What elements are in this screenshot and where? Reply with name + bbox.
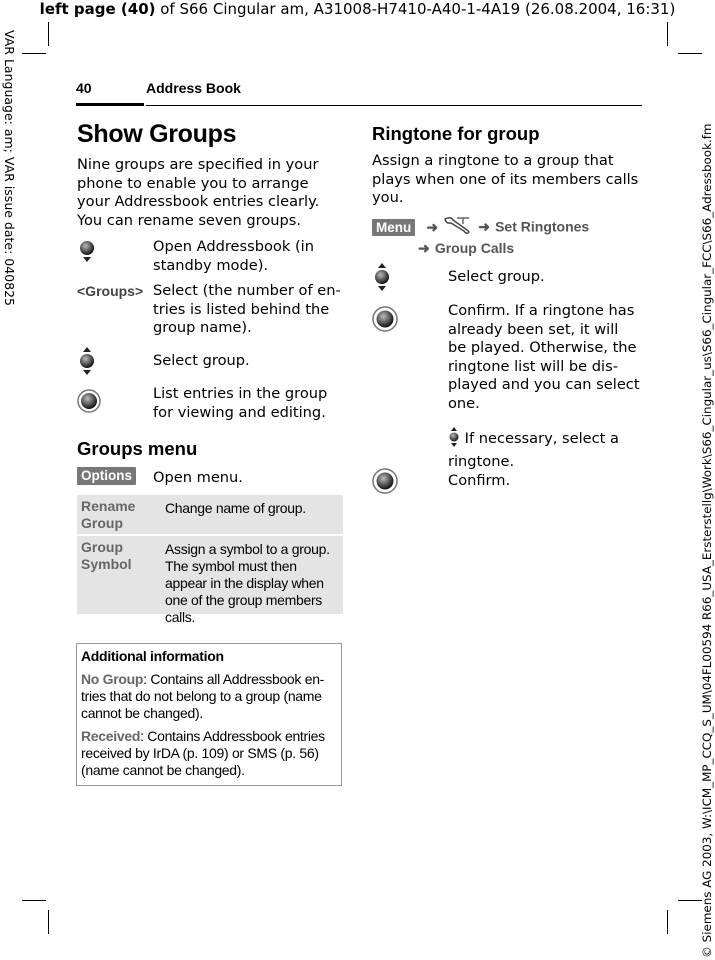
print-header-bold: left page (40) [39,0,156,18]
page-number: 40 [76,80,92,96]
path-group-calls: Group Calls [434,240,515,256]
menu-key: Rename Group [81,498,136,531]
step-text: Select group. [448,268,545,285]
menu-key: Group Symbol [81,539,132,572]
joystick-down-icon [77,238,97,264]
step-text: Select (the number of en- tries is listed behind the group name). [153,282,341,337]
print-header-rest: of S66 Cingular am, A31008-H7410-A40-1-4A19 (26.08.2004, 16:31) [155,0,676,18]
additional-info-title: Additional information [81,648,224,664]
section-title-show-groups: Show Groups [77,120,237,148]
joystick-up-down-icon [77,346,97,378]
crop-mark [678,900,702,901]
show-groups-intro: Nine groups are specified in your phone to enable you to arrange your Addressbook entries clearly. You can rename seven groups. [77,156,320,229]
chapter-title: Address Book [146,80,241,96]
joystick-press-icon [372,468,398,494]
menu-path [372,216,642,257]
info-key: No Group [81,671,144,687]
step-note [448,427,640,471]
info-key: Received [81,728,141,744]
menu-softkey: Menu [372,219,415,236]
crop-mark [667,22,668,46]
joystick-press-icon [372,306,398,332]
options-text: Open menu. [153,469,243,486]
crop-mark [22,53,46,54]
path-arrow: ➜ [478,218,490,235]
step-text: Confirm. If a ringtone has already been set, it will be played. Otherwise, the ringtone list will be dis- played and you can select one. [448,302,640,412]
settings-icon [443,216,473,238]
step-text: Confirm. [448,472,511,489]
section-title-groups-menu: Groups menu [77,438,198,459]
side-text-left: VAR Language: am; VAR issue date: 040825 [2,30,17,306]
crop-mark [48,22,49,46]
header-rule [146,105,642,106]
table-row [77,536,343,625]
menu-value: Assign a symbol to a group. The symbol must then appear in the display when one of the group members calls. [165,541,330,625]
table-row [77,495,343,534]
section-title-ringtone: Ringtone for group [372,123,540,144]
step-text: List entries in the group for viewing and editing. [153,385,328,421]
header-rule-thick [76,103,144,106]
side-text-right: © Siemens AG 2003, W:\ICM_MP_CCQ_S_UM\04FL00594 R66_USA_Ersterstellg\Work\S66_Cingular_us\S66_Cingular_FCC\S66_Adressbook.fm [700,123,714,958]
crop-mark [48,910,49,934]
print-header [0,0,715,18]
step-text: Select group. [153,352,250,369]
options-softkey: Options [77,467,136,485]
info-item [81,671,337,722]
joystick-up-down-icon [448,427,460,453]
joystick-up-down-icon [372,262,392,294]
joystick-press-icon [77,389,101,413]
path-arrow: ➜ [426,218,439,235]
path-set-ringtones: Set Ringtones [495,218,590,235]
crop-mark [22,900,46,901]
info-item [81,728,337,779]
groups-menu-table [77,495,343,625]
crop-mark [678,53,702,54]
ringtone-intro: Assign a ringtone to a group that plays when one of its members calls you. [372,152,639,207]
step-text: If necessary, select a ringtone. [448,430,619,470]
info-text: : Contains Addressbook entries received by IrDA (p. 109) or SMS (p. 56) (name cannot be changed). [81,728,325,778]
additional-info-box [76,643,342,786]
groups-label: <Groups> [77,283,144,299]
info-text: : Contains all Addressbook en- tries that do not belong to a group (name cannot be changed). [81,671,325,721]
step-text: Open Addressbook (in standby mode). [153,238,314,274]
crop-mark [667,910,668,934]
menu-value: Change name of group. [165,500,306,516]
path-arrow: ➜ [418,240,430,256]
